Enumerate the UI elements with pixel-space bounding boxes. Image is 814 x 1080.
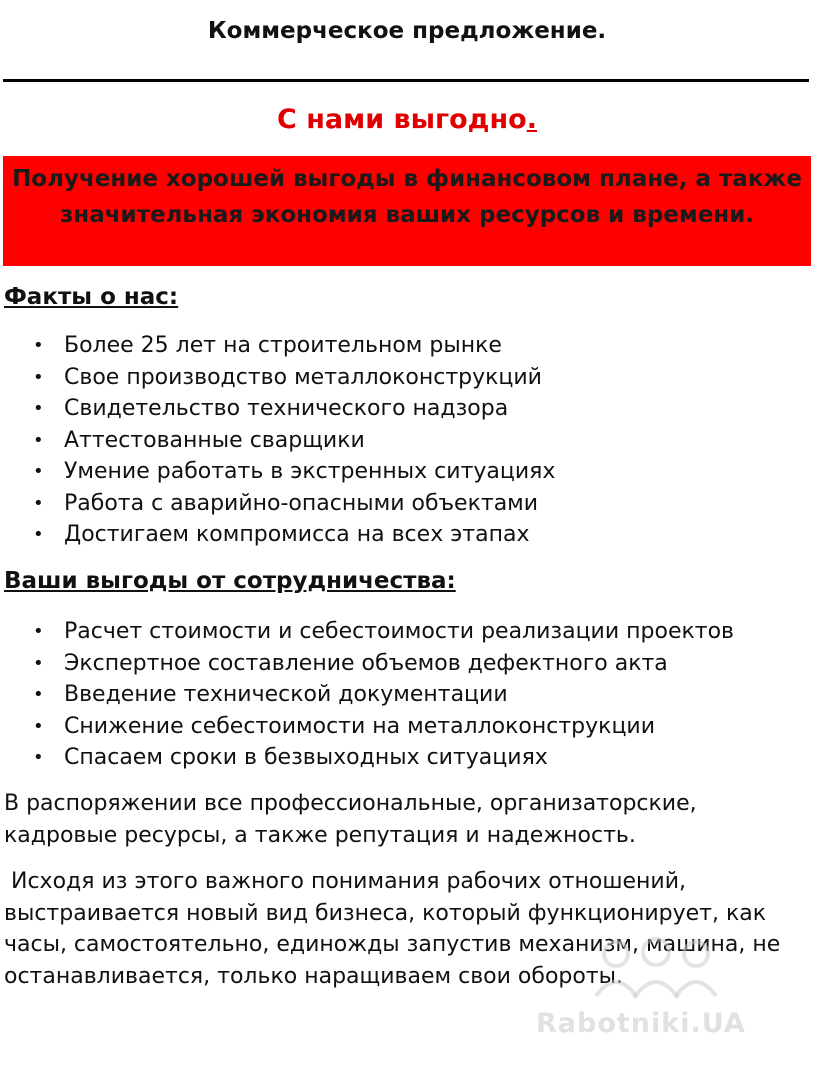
- bullet-icon: •: [33, 684, 44, 705]
- list-item: • Достигаем компромисса на всех этапах: [0, 519, 555, 551]
- list-item: • Умение работать в экстренных ситуациях: [0, 456, 555, 488]
- bullet-icon: •: [33, 335, 44, 356]
- slogan-period: .: [526, 104, 537, 135]
- list-item: • Аттестованные сварщики: [0, 425, 555, 457]
- paragraph-business: Исходя из этого важного понимания рабочих отношений, выстраивается новый вид бизнеса, который функционирует, как часы, самостоятельно, единожды запустив механизм, машина, не останавливается, только наращиваем свои обороты.: [4, 869, 788, 989]
- bullet-icon: •: [33, 621, 44, 642]
- bullet-icon: •: [33, 398, 44, 419]
- list-item: • Расчет стоимости и себестоимости реализации проектов: [0, 616, 734, 648]
- list-item: • Спасаем сроки в безвыходных ситуациях: [0, 742, 734, 774]
- list-item: • Снижение себестоимости на металлоконструкции: [0, 711, 734, 743]
- list-item: • Свое производство металлоконструкций: [0, 362, 555, 394]
- bullet-icon: •: [33, 461, 44, 482]
- list-item: • Свидетельство технического надзора: [0, 393, 555, 425]
- paragraph-resources: В распоряжении все профессиональные, организаторские, кадровые ресурсы, а также репутация и надежность.: [4, 791, 697, 848]
- bullet-icon: •: [33, 524, 44, 545]
- title-divider: [3, 79, 809, 82]
- banner-text: Получение хорошей выгоды в финансовом плане, а также значительная экономия ваших ресурсов и времени.: [12, 166, 802, 228]
- bullet-icon: •: [33, 747, 44, 768]
- watermark-text: Rabotniki.UA: [536, 1008, 746, 1039]
- highlight-banner: [3, 156, 811, 266]
- benefits-heading: Ваши выгоды от сотрудничества:: [4, 568, 456, 594]
- bullet-icon: •: [33, 429, 44, 451]
- bullet-icon: •: [33, 715, 44, 737]
- facts-list: [0, 330, 555, 551]
- bullet-icon: •: [33, 492, 44, 514]
- benefits-list: [0, 616, 734, 774]
- document-title: Коммерческое предложение.: [207, 18, 607, 44]
- watermark-people-icon: [586, 934, 726, 1004]
- slogan: [0, 104, 814, 135]
- list-item: • Введение технической документации: [0, 679, 734, 711]
- facts-heading: Факты о нас:: [4, 284, 179, 310]
- bullet-icon: •: [33, 652, 44, 674]
- bullet-icon: •: [33, 366, 44, 388]
- list-item: • Более 25 лет на строительном рынке: [0, 330, 555, 362]
- list-item: • Работа с аварийно-опасными объектами: [0, 488, 555, 520]
- slogan-text: С нами выгодно: [277, 104, 527, 135]
- list-item: • Экспертное составление объемов дефектного акта: [0, 648, 734, 680]
